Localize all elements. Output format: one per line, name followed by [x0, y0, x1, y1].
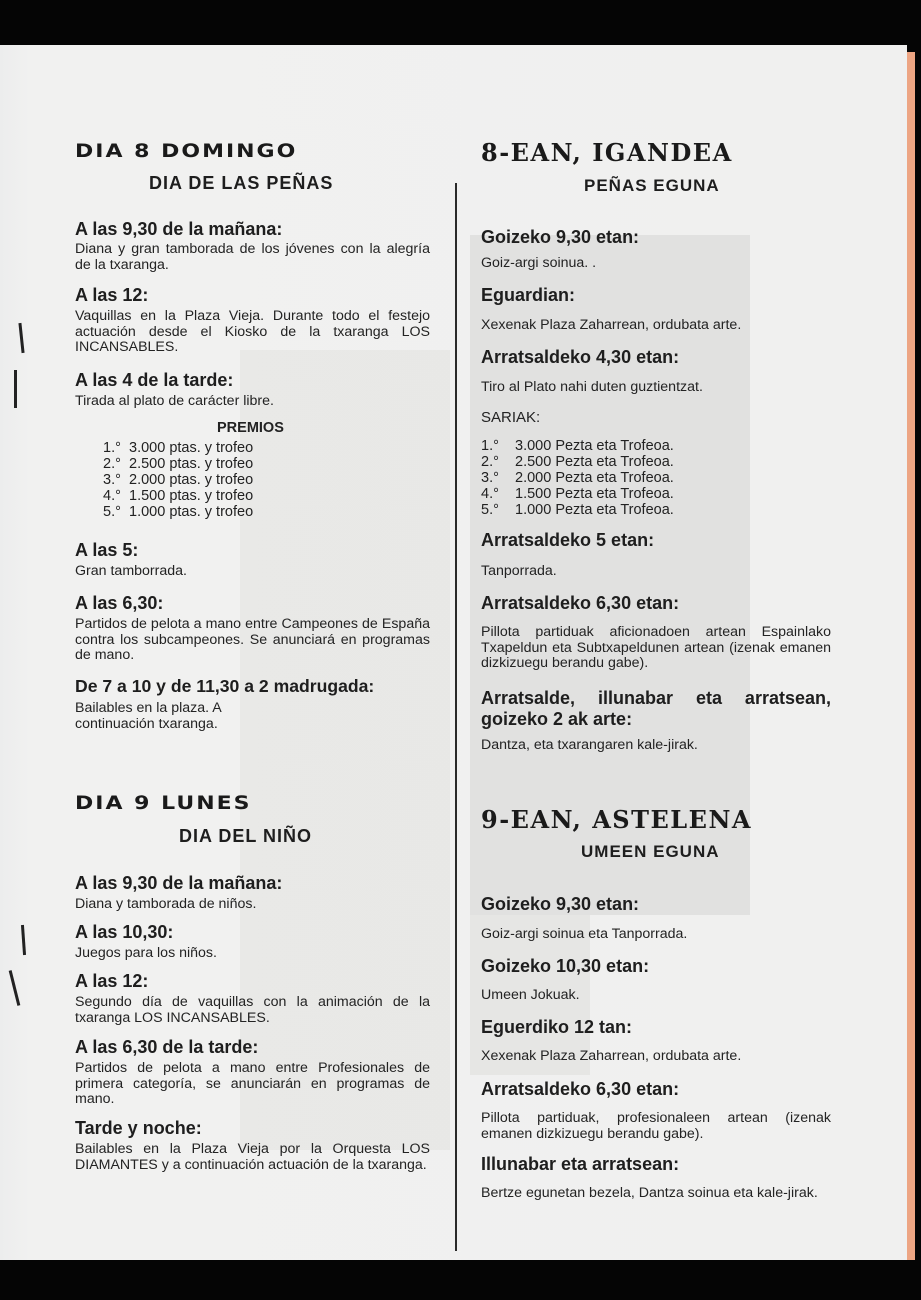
event-time: Eguerdiko 12 tan:	[481, 1017, 633, 1037]
event-time: Arratsaldeko 6,30 etan:	[481, 593, 680, 613]
prize-item: 3.° 2.000 Pezta eta Trofeoa.	[481, 470, 674, 486]
event-time: A las 10,30:	[75, 922, 174, 942]
prizes-heading: SARIAK:	[481, 409, 541, 426]
prize-item: 4.° 1.500 Pezta eta Trofeoa.	[481, 486, 674, 502]
day-subtitle: UMEEN EGUNA	[581, 842, 720, 861]
prizes-list	[481, 438, 674, 518]
bleed-through-photo	[240, 350, 450, 1150]
event-description: Tiro al Plato nahi duten guztientzat.	[481, 379, 703, 395]
event-description: Gran tamborrada.	[75, 563, 187, 579]
event-time: Eguardian:	[481, 285, 576, 305]
event-time: Goizeko 9,30 etan:	[481, 894, 640, 914]
day-subtitle: PEÑAS EGUNA	[584, 176, 720, 195]
prize-item: 3.° 2.000 ptas. y trofeo	[103, 472, 254, 488]
event-description: Umeen Jokuak.	[481, 987, 580, 1003]
event-description: Goiz-argi soinua. .	[481, 255, 597, 271]
event-description: Bertze egunetan bezela, Dantza soinua eta kale-jirak.	[481, 1185, 818, 1201]
binding-staple-mark	[14, 370, 17, 408]
day-heading: 8-EAN, IGANDEA	[481, 138, 733, 167]
event-description: Vaquillas en la Plaza Vieja. Durante todo el festejo actuación desde el Kiosko de la txaranga LOS INCANSABLES.	[75, 308, 430, 355]
event-description: Tanporrada.	[481, 563, 557, 579]
event-description: Juegos para los niños.	[75, 945, 217, 961]
day-heading: DIA 8 DOMINGO	[75, 141, 298, 163]
prize-item: 5.° 1.000 ptas. y trofeo	[103, 504, 254, 520]
event-time: A las 12:	[75, 971, 149, 991]
event-time: Arratsalde, illunabar eta arratsean, goizeko 2 ak arte:	[481, 688, 831, 729]
prize-item: 2.° 2.500 Pezta eta Trofeoa.	[481, 454, 674, 470]
event-time: Goizeko 10,30 etan:	[481, 956, 650, 976]
event-time: Arratsaldeko 6,30 etan:	[481, 1079, 680, 1099]
event-time: Goizeko 9,30 etan:	[481, 227, 640, 247]
event-description: Tirada al plato de carácter libre.	[75, 393, 274, 409]
event-time: A las 9,30 de la mañana:	[75, 873, 283, 893]
event-description: Segundo día de vaquillas con la animación de la txaranga LOS INCANSABLES.	[75, 994, 430, 1026]
event-time: A las 5:	[75, 540, 139, 560]
prize-item: 4.° 1.500 ptas. y trofeo	[103, 488, 254, 504]
event-time: Arratsaldeko 4,30 etan:	[481, 347, 680, 367]
day-subtitle: DIA DE LAS PEÑAS	[149, 173, 334, 193]
day-subtitle: DIA DEL NIÑO	[179, 826, 313, 846]
prize-item: 1.° 3.000 ptas. y trofeo	[103, 440, 254, 456]
binding-staple-mark	[18, 323, 24, 353]
event-description: Pillota partiduak, profesionaleen artean (izenak emanen dizkizuegu berandu gabe).	[481, 1110, 831, 1142]
event-time: De 7 a 10 y de 11,30 a 2 madrugada:	[75, 676, 375, 696]
prize-item: 5.° 1.000 Pezta eta Trofeoa.	[481, 502, 674, 518]
prizes-heading: PREMIOS	[217, 420, 284, 436]
binding-staple-mark	[21, 925, 26, 955]
binding-staple-mark	[9, 970, 21, 1006]
event-time: Tarde y noche:	[75, 1118, 202, 1138]
event-description: Xexenak Plaza Zaharrean, ordubata arte.	[481, 1048, 742, 1064]
prize-item: 2.° 2.500 ptas. y trofeo	[103, 456, 254, 472]
event-description: Bailables en la Plaza Vieja por la Orquesta LOS DIAMANTES y a continuación actuación de la txaranga.	[75, 1141, 430, 1173]
day-heading: DIA 9 LUNES	[75, 793, 252, 815]
event-description: Bailables en la plaza. A continuación txaranga.	[75, 700, 221, 732]
document-page	[0, 45, 907, 1260]
column-divider	[455, 183, 457, 1251]
event-time: A las 6,30 de la tarde:	[75, 1037, 259, 1057]
event-description: Partidos de pelota a mano entre Profesionales de primera categoría, se anunciarán en programas de mano.	[75, 1060, 430, 1107]
event-time: A las 4 de la tarde:	[75, 370, 234, 390]
event-time: A las 6,30:	[75, 593, 164, 613]
event-description: Diana y gran tamborada de los jóvenes con la alegría de la txaranga.	[75, 241, 430, 273]
page-edge	[907, 52, 915, 1260]
event-description: Diana y tamborada de niños.	[75, 896, 257, 912]
prize-item: 1.° 3.000 Pezta eta Trofeoa.	[481, 438, 674, 454]
day-heading: 9-EAN, ASTELENA	[481, 805, 753, 834]
event-time: Illunabar eta arratsean:	[481, 1154, 680, 1174]
event-description: Pillota partiduak aficionadoen artean Espainlako Txapeldun eta Subtxapeldunen artean (izenak emanen dizkizuegu berandu gabe).	[481, 624, 831, 671]
event-time: A las 12:	[75, 285, 149, 305]
event-description: Goiz-argi soinua eta Tanporrada.	[481, 926, 688, 942]
event-time: A las 9,30 de la mañana:	[75, 219, 283, 239]
prizes-list	[103, 440, 253, 520]
event-description: Partidos de pelota a mano entre Campeones de España contra los subcampeones. Se anunciará en programas de mano.	[75, 616, 430, 663]
event-time: Arratsaldeko 5 etan:	[481, 530, 655, 550]
event-description: Xexenak Plaza Zaharrean, ordubata arte.	[481, 317, 742, 333]
event-description: Dantza, eta txarangaren kale-jirak.	[481, 737, 698, 753]
